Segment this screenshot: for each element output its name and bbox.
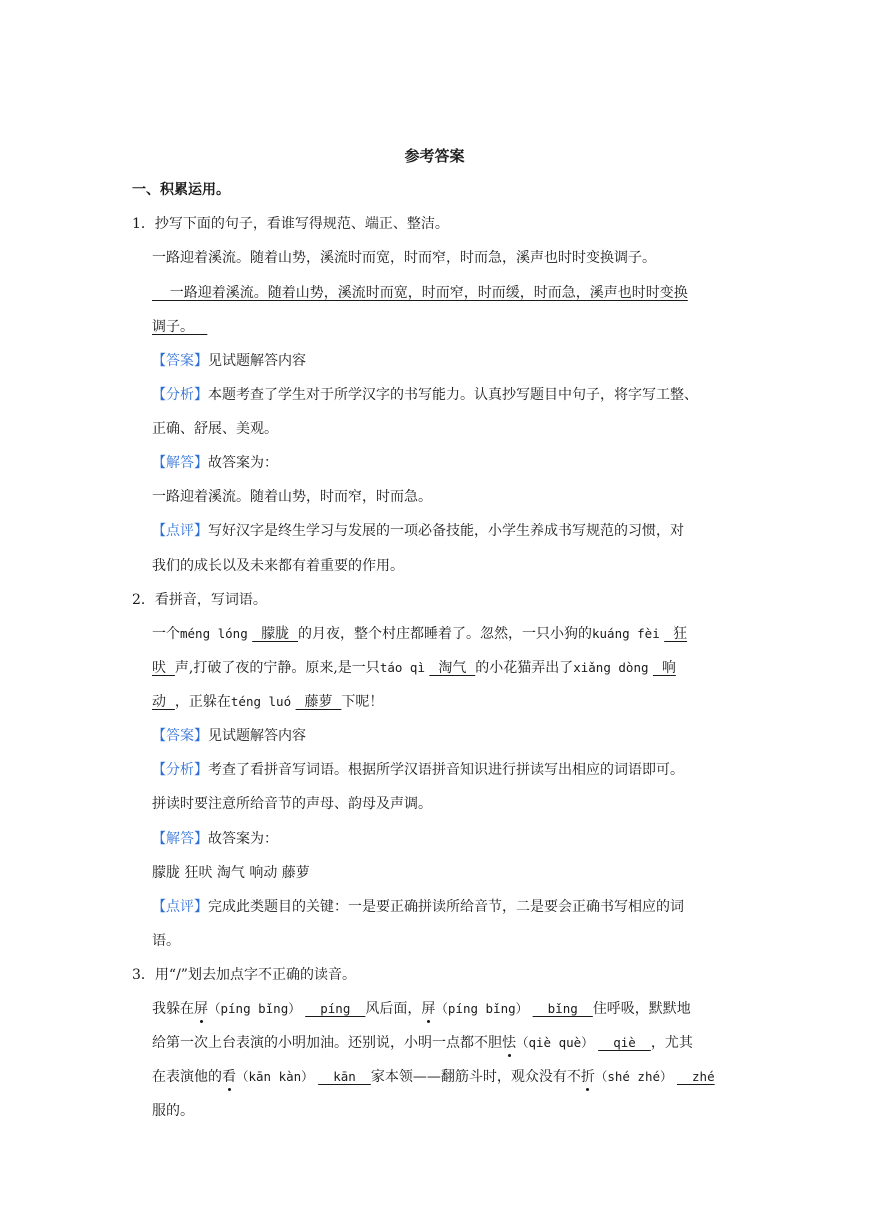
q1-sentence: 一路迎着溪流。随着山势，溪流时而宽，时而窄，时而急，溪声也时时变换调子。: [152, 250, 656, 266]
comment-tag: 【点评】: [152, 899, 208, 915]
answer-tag: 【答案】: [152, 728, 208, 744]
q1-copy-line-1: 一路迎着溪流。随着山势，溪流时而宽，时而窄，时而缓，时而急，溪声也时时变换: [152, 285, 688, 301]
q1-answer-row: [152, 351, 306, 371]
q2-line-3: [152, 692, 383, 712]
q3-line-3: [152, 1067, 715, 1087]
q1-comment-1: 写好汉字是终生学习与发展的一项必备技能，小学生养成书写规范的习惯，对: [208, 523, 684, 539]
analysis-tag: 【分析】: [152, 762, 208, 778]
q3-line-1: [152, 999, 691, 1019]
text: 给第一次上台表演的小明加油。还别说，小明一点都不胆: [152, 1035, 502, 1051]
text: 的月夜，整个村庄都睡着了。忽然，一只小狗的: [298, 626, 592, 642]
q2-comment-1: 完成此类题目的关键：一是要正确拼读所给音节，二是要会正确书写相应的词: [208, 899, 684, 915]
answer-ping: píng: [305, 1001, 366, 1016]
q3-stem: 3．用“/”划去加点字不正确的读音。: [132, 967, 356, 983]
q2-comment-2: 语。: [152, 933, 180, 949]
comment-tag: 【点评】: [152, 523, 208, 539]
q1-answer: 见试题解答内容: [208, 353, 306, 369]
answer-kan: kān: [318, 1069, 371, 1084]
q1-stem: 1．抄写下面的句子，看谁写得规范、端正、整洁。: [132, 216, 449, 232]
dotted-char-kan: 看: [222, 1069, 236, 1085]
q1-copy-line-2: 调子。: [152, 319, 208, 335]
q1-solution: 故答案为：: [208, 455, 278, 471]
q2-solution-text: 朦胧 狂吠 淘气 响动 藤萝: [152, 865, 310, 881]
q2-comment-row: [152, 897, 684, 917]
pinyin-taoqi: táo qì: [379, 660, 425, 675]
dotted-char-bing: 屏: [421, 1001, 436, 1017]
q2-line-2: [152, 658, 676, 678]
text: 风后面，: [365, 1001, 422, 1017]
dotted-char-zhe: 折: [580, 1069, 595, 1085]
pinyin-kuangfei: kuáng fèi: [592, 626, 660, 641]
solution-tag: 【解答】: [152, 455, 208, 471]
pinyin-menglong: méng lóng: [180, 626, 248, 641]
text: 下呢！: [341, 694, 384, 710]
options-qie-que: （qiè què）: [516, 1035, 594, 1050]
text: 一个: [152, 626, 180, 642]
text: ，正躲在: [174, 694, 231, 710]
answer-tag: 【答案】: [152, 353, 208, 369]
q2-stem: 2．看拼音，写词语。: [132, 592, 267, 608]
text: 住呼吸，默默地: [592, 1001, 691, 1017]
q2-solution: 故答案为：: [208, 831, 278, 847]
pinyin-xiangdong: xiǎng dòng: [573, 660, 649, 675]
section-heading: 一、积累运用。: [132, 182, 230, 198]
q2-analysis-2: 拼读时要注意所给音节的声母、韵母及声调。: [152, 796, 432, 812]
q1-solution-row: [152, 453, 278, 473]
q1-solution-text: 一路迎着溪流。随着山势，时而窄，时而急。: [152, 489, 432, 505]
word-menglong: 朦胧: [252, 626, 298, 642]
text: 家本领——翻筋斗时，观众没有不: [370, 1069, 581, 1085]
q2-line-1: [152, 624, 687, 644]
word-xiangdong-1: 响: [652, 660, 676, 676]
text: 的小花猫弄出了: [475, 660, 574, 676]
options-kan-kan: （kān kàn）: [236, 1069, 314, 1084]
options-ping-bing-1: （píng bǐng）: [208, 1001, 301, 1016]
q1-comment-2: 我们的成长以及未来都有着重要的作用。: [152, 558, 404, 574]
pinyin-tengluo: téng luó: [230, 694, 292, 709]
word-kuangfei-1: 狂: [664, 626, 688, 642]
word-xiangdong-2: 动: [152, 694, 175, 710]
q2-analysis-1: 考查了看拼音写词语。根据所学汉语拼音知识进行拼读写出相应的词语即可。: [208, 762, 684, 778]
word-kuangfei-2: 吠: [152, 660, 175, 676]
q1-comment-row: [152, 521, 684, 541]
q1-analysis-1: 本题考查了学生对于所学汉字的书写能力。认真抄写题目中句子，将字写工整、: [208, 387, 698, 403]
answer-qie: qiè: [598, 1035, 651, 1050]
options-she-zhe: （shé zhé）: [594, 1069, 673, 1084]
word-tengluo: 藤萝: [295, 694, 342, 710]
q2-analysis-row: [152, 760, 684, 780]
word-taoqi: 淘气: [429, 660, 476, 676]
text: 在表演他的: [152, 1069, 222, 1085]
options-ping-bing-2: （píng bǐng）: [435, 1001, 529, 1016]
text: ，尤其: [650, 1035, 693, 1051]
q2-solution-row: [152, 829, 278, 849]
text: 声,打破了夜的宁静。原来,是一只: [174, 660, 380, 676]
analysis-tag: 【分析】: [152, 387, 208, 403]
q2-answer-row: [152, 726, 306, 746]
answer-bing: bǐng: [532, 1001, 593, 1016]
text: 我躲在: [152, 1001, 194, 1017]
q3-line-4: 服的。: [152, 1103, 194, 1119]
q1-analysis-row: [152, 385, 698, 405]
page-title: 参考答案: [404, 147, 465, 165]
q1-analysis-2: 正确、舒展、美观。: [152, 421, 278, 437]
dotted-char-ping: 屏: [194, 1001, 208, 1017]
q2-answer: 见试题解答内容: [208, 728, 306, 744]
solution-tag: 【解答】: [152, 831, 208, 847]
answer-zhe: zhé: [676, 1069, 715, 1084]
dotted-char-qie: 怯: [502, 1035, 516, 1051]
q3-line-2: [152, 1033, 693, 1053]
